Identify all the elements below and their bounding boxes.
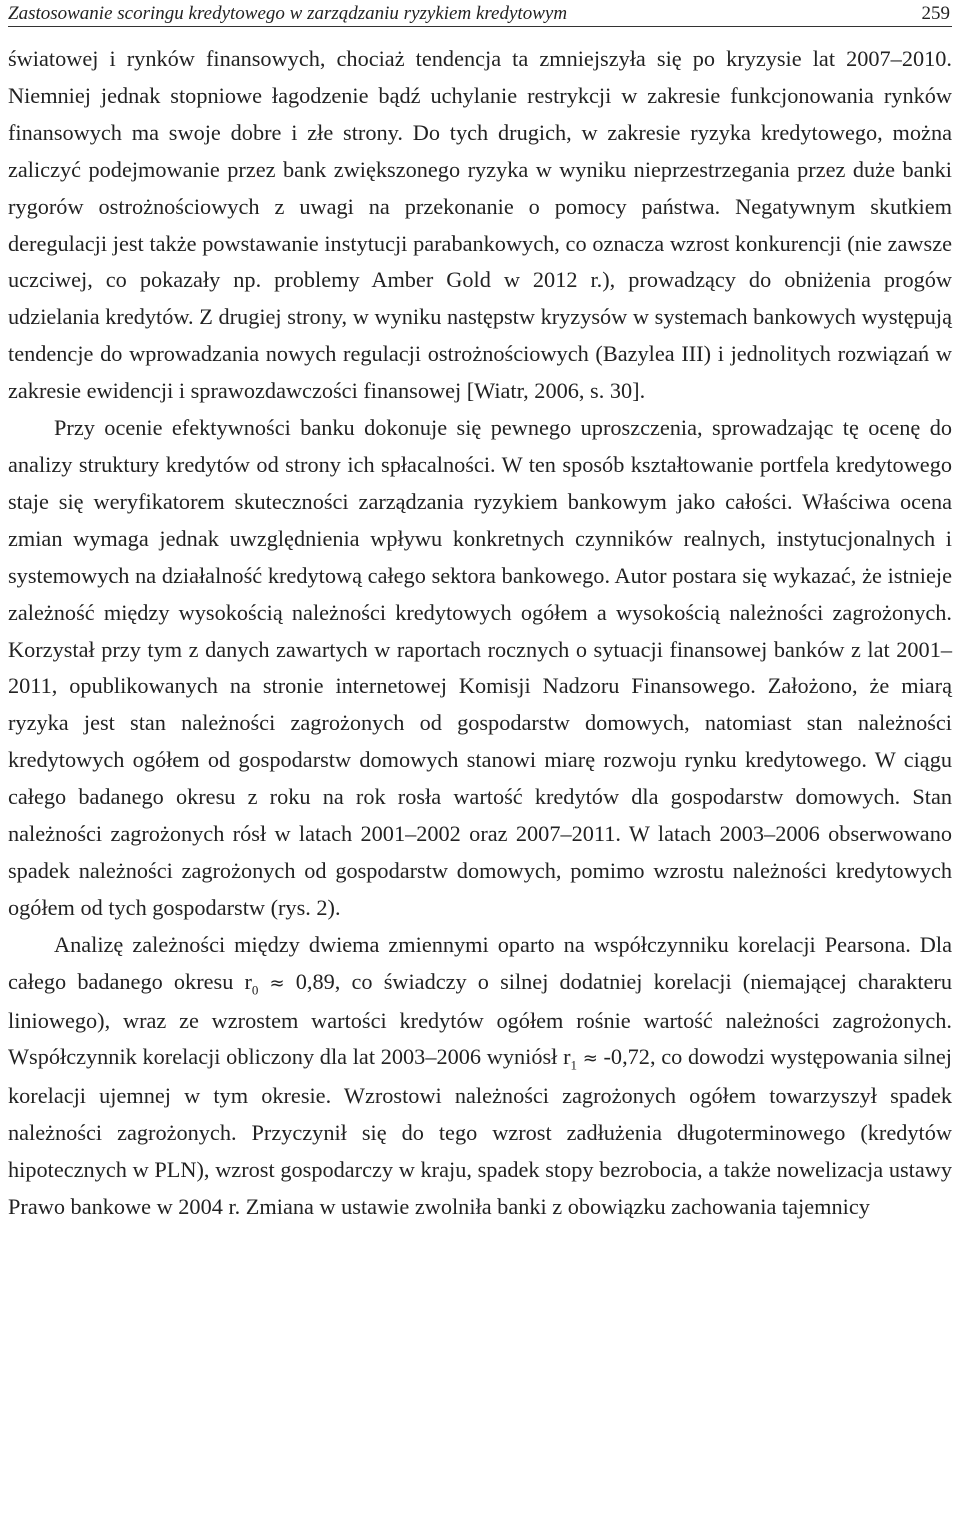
r1-subscript: 1 — [570, 1057, 577, 1073]
document-page — [8, 0, 952, 1226]
paragraph-2: Przy ocenie efektywności banku dokonuje się pewnego uproszczenia, sprowadzając tę ocenę do analizy struktury kredytów od strony ich spłacalności. W ten sposób kształtowanie portfela kredytowego staje się weryfikatorem skuteczności zarządzania ryzykiem bankowym jako całości. Właściwa ocena zmian wymaga jednak uwzględnienia wpływu konkretnych czynników realnych, instytucjonalnych i systemowych na działalność kredytową całego sektora bankowego. Autor postara się wykazać, że istnieje zależność między wysokością należności kredytowych ogółem a wysokością należności zagrożonych. Korzystał przy tym z danych zawartych w raportach rocznych o sytuacji finansowej banków z lat 2001–2011, opublikowanych na stronie internetowej Komisji Nadzoru Finansowego. Założono, że miarą ryzyka jest stan należności zagrożonych od gospodarstw domowych, natomiast stan należności kredytowych ogółem od gospodarstw domowych stanowi miarę rozwoju rynku kredytowego. W ciągu całego badanego okresu z roku na rok rosła wartość kredytów dla gospodarstw domowych. Stan należności zagrożonych rósł w latach 2001–2002 oraz 2007–2011. W latach 2003–2006 obserwowano spadek należności zagrożonych od gospodarstw domowych, pomimo wzrostu należności kredytowych ogółem od tych gospodarstw (rys. 2). — [8, 415, 952, 920]
paragraph-3-part-3: -0,72, co dowodzi występowania silnej korelacji ujemnej w tym okresie. Wzrostowi należności zagrożonych ogółem towarzyszył spadek należności zagrożonych. Przyczynił się do tego wzrost zadłużenia długoterminowego (kredytów hipotecznych w PLN), wzrost gospodarczy w kraju, spadek stopy bezrobocia, a także nowelizacja ustawy Prawo bankowe w 2004 r. Zmiana w ustawie zwolniła banki z obowiązku zachowania tajemnicy — [8, 1044, 952, 1220]
paragraph-3 — [8, 927, 952, 1226]
paragraph-1: światowej i rynków finansowych, chociaż tendencja ta zmniejszyła się po kryzysie lat 2007–2010. Niemniej jednak stopniowe łagodzenie bądź uchylanie restrykcji w zakresie funkcjonowania rynków finansowych ma swoje dobre i złe strony. Do tych drugich, w zakresie ryzyka kredytowego, można zaliczyć podejmowanie przez bank zwiększonego ryzyka w wyniku nieprzestrzegania przez duże banki rygorów ostrożnościowych z uwagi na przekonanie o pomocy państwa. Negatywnym skutkiem deregulacji jest także powstawanie instytucji parabankowych, co oznacza wzrost konkurencji (nie zawsze uczciwej, co pokazały np. problemy Amber Gold w 2012 r.), prowadzący do obniżenia progów udzielania kredytów. Z drugiej strony, w wyniku następstw kryzysów w systemach bankowych występują tendencje do wprowadzania nowych regulacji ostrożnościowych (Bazylea III) i jednolitych rozwiązań w zakresie ewidencji i sprawozdawczości finansowej [Wiatr, 2006, s. 30]. — [8, 46, 952, 404]
running-title: Zastosowanie scoringu kredytowego w zarządzaniu ryzykiem kredytowym — [8, 3, 568, 24]
approx-symbol: ≈ — [582, 1048, 598, 1070]
body-text — [8, 41, 952, 1226]
paragraph-3-part-1: Analizę zależności między dwiema zmiennymi oparto na współczynniku korelacji Pearsona. Dla całego badanego okresu r — [8, 931, 952, 994]
running-header — [8, 0, 952, 27]
page-number: 259 — [921, 3, 950, 24]
paragraph-3-part-2: 0,89, co świadczy o silnej dodatniej korelacji (niemającej charakteru liniowego), wraz ze wzrostem wartości kredytów ogółem rośnie wartość należności zagrożonych. Współczynnik korelacji obliczony dla lat 2003–2006 wyniósł r — [8, 968, 952, 1070]
approx-symbol: ≈ — [269, 972, 285, 994]
r0-subscript: 0 — [251, 982, 259, 998]
